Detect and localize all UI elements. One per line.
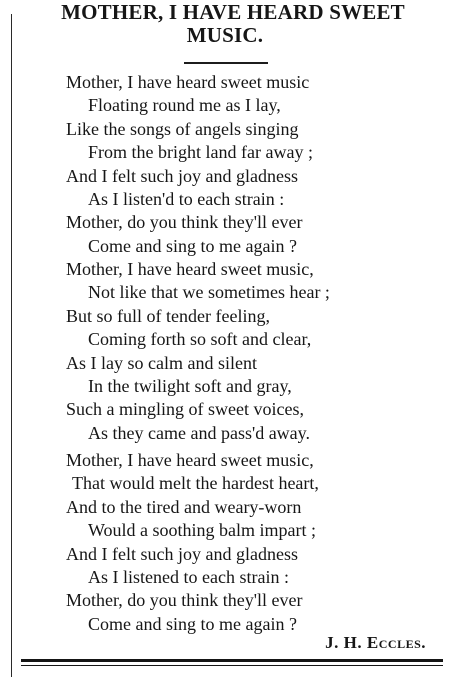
verse-line: From the bright land far away ; [88, 142, 313, 163]
verse-line: Mother, I have heard sweet music, [66, 450, 314, 470]
verse-line: Like the songs of angels singing [66, 118, 299, 139]
verse-line: Mother, I have heard sweet music [66, 72, 310, 92]
verse-line: As I listened to each strain : [88, 566, 289, 587]
verse-line: Mother, I have heard sweet music, [66, 259, 314, 279]
closing-rule-thin [21, 665, 443, 666]
verse-line: And I felt such joy and gladness [66, 543, 298, 564]
verse-line: Mother, do you think they'll ever [66, 590, 303, 611]
verse-line: Floating round me as I lay, [88, 95, 281, 116]
verse-line: As I lay so calm and silent [66, 352, 257, 373]
verse-line: Mother, do you think they'll ever [66, 212, 303, 233]
author-signature: J. H. Eccles. [325, 633, 426, 652]
verse-line: Not like that we sometimes hear ; [88, 282, 330, 303]
verse-line: In the twilight soft and gray, [88, 375, 292, 396]
poem-title-line-1: MOTHER, I HAVE HEARD SWEET [61, 0, 405, 24]
verse-line: And to the tired and weary-worn [66, 496, 302, 517]
poem-title-line-2: MUSIC. [186, 23, 264, 47]
verse-line: Would a soothing balm impart ; [88, 520, 317, 541]
verse-line: As they came and pass'd away. [88, 422, 311, 443]
verse-line: But so full of tender feeling, [66, 305, 270, 326]
title-divider [184, 62, 268, 64]
stanza-1 [0, 71, 450, 258]
stanza-2 [0, 258, 450, 445]
verse-line: As I listen'd to each strain : [88, 188, 285, 209]
verse-line: That would melt the hardest heart, [72, 473, 319, 494]
verse-line: Such a mingling of sweet voices, [66, 399, 304, 420]
verse-line: And I felt such joy and gladness [66, 165, 298, 186]
verse-line: Come and sing to me again ? [88, 613, 297, 634]
closing-rule-thick [21, 659, 443, 662]
verse-line: Come and sing to me again ? [88, 235, 297, 256]
verse-line: Coming forth so soft and clear, [88, 329, 312, 350]
stanza-3 [0, 449, 450, 636]
